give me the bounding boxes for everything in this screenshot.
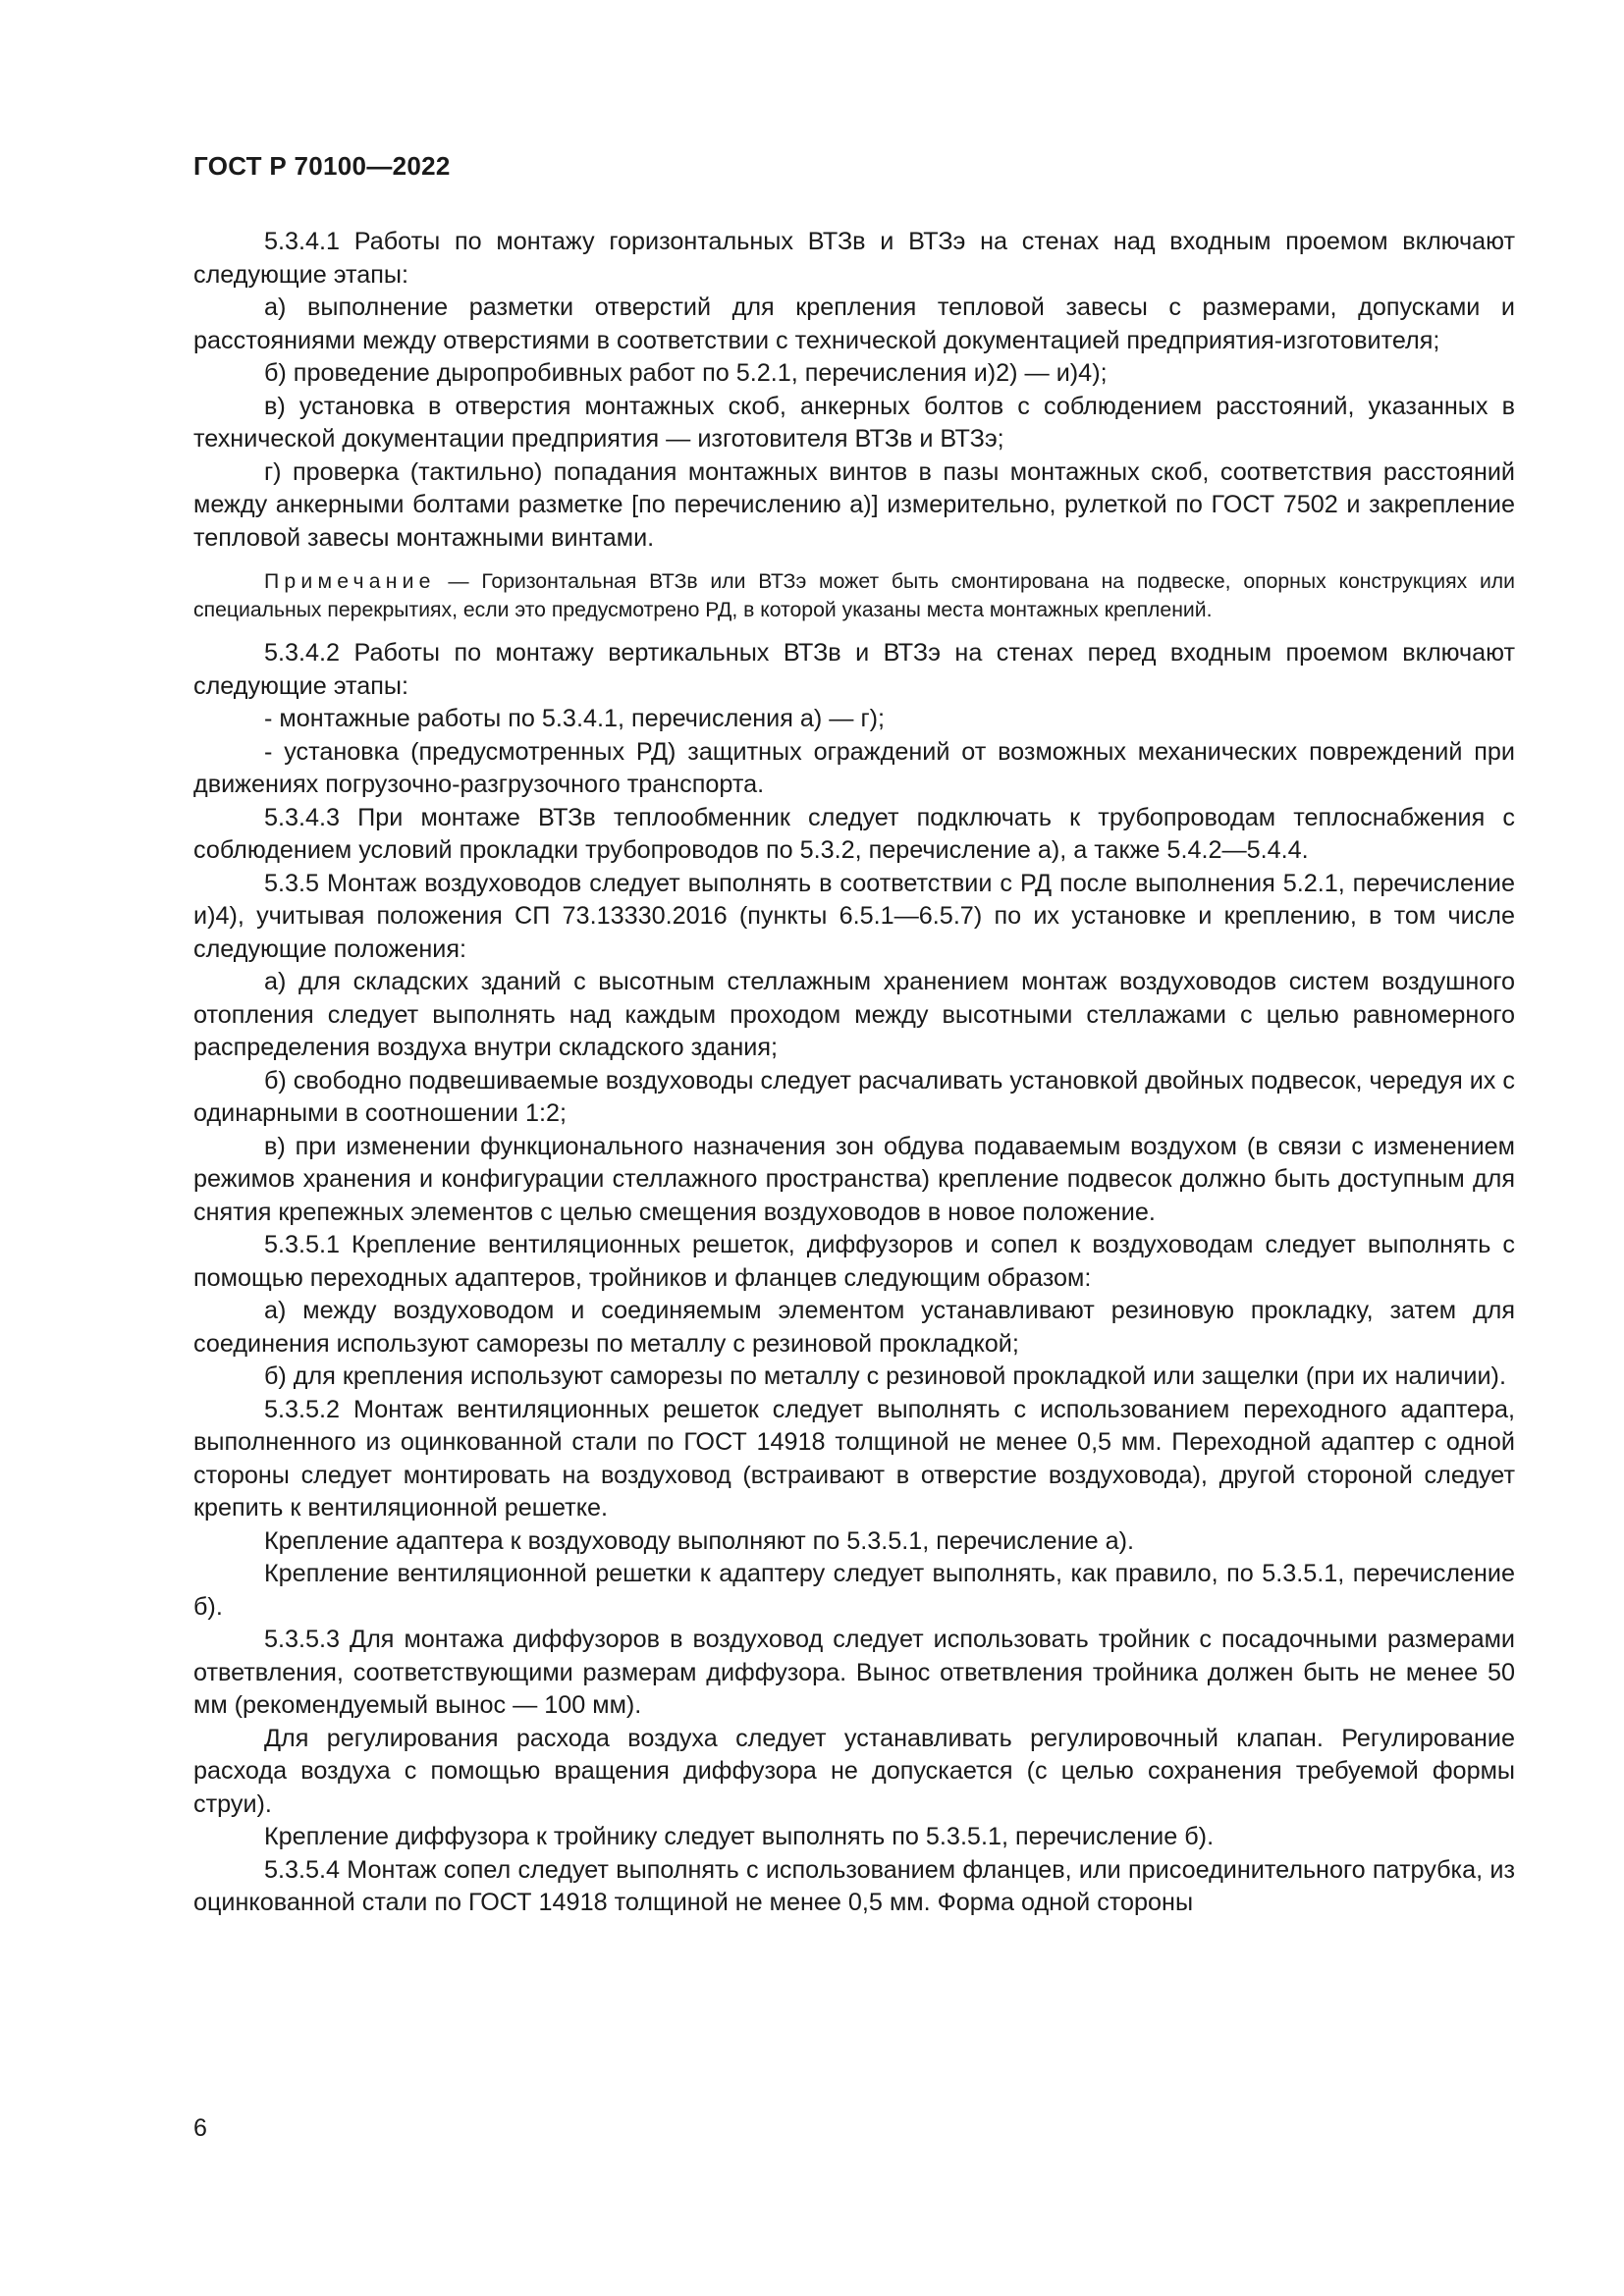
paragraph-adapter-fastening: Крепление адаптера к воздуховоду выполняют по 5.3.5.1, перечисление а).	[264, 1526, 1134, 1555]
dash-item-2: - установка (предусмотренных РД) защитных ограждений от возможных механических повреждений при движениях погрузочно-разгрузочного транспорта.	[193, 737, 1515, 798]
list-item-a: а) между воздуховодом и соединяемым элементом устанавливают резиновую прокладку, затем для соединения используют саморезы по металлу с резиновой прокладкой;	[193, 1297, 1515, 1358]
note-label: Примечание	[264, 570, 436, 593]
note-text: — Горизонтальная ВТЗв или ВТЗэ может быть смонтирована на подвеске, опорных конструкциях или специальных перекрытиях, если это предусмотрено РД, в которой указаны места монтажных креплений.	[193, 570, 1515, 621]
list-item-b: б) проведение дыропробивных работ по 5.2.1, перечисления и)2) — и)4);	[264, 359, 1108, 387]
paragraph-5-3-5-1: 5.3.5.1 Крепление вентиляционных решеток, диффузоров и сопел к воздуховодам следует выполнять с помощью переходных адаптеров, тройников и фланцев следующим образом:	[193, 1231, 1515, 1292]
paragraph-5-3-5-3: 5.3.5.3 Для монтажа диффузоров в воздуховод следует использовать тройник с посадочными размерами ответвления, соответствующими размерам диффузора. Вынос ответвления тройника должен быть не менее 50 мм (рекомендуемый вынос — 100 мм).	[193, 1626, 1515, 1719]
paragraph-5-3-4-2: 5.3.4.2 Работы по монтажу вертикальных ВТЗв и ВТЗэ на стенах перед входным проемом включают следующие этапы:	[193, 639, 1515, 700]
document-body	[193, 226, 1515, 1920]
list-item-a: а) для складских зданий с высотным стеллажным хранением монтаж воздуховодов систем воздушного отопления следует выполнять над каждым проходом между высотными стеллажами с целью равномерного распределения воздуха внутри складского здания;	[193, 968, 1515, 1061]
paragraph-diffuser-fastening: Крепление диффузора к тройнику следует выполнять по 5.3.5.1, перечисление б).	[264, 1823, 1215, 1850]
paragraph-5-3-5: 5.3.5 Монтаж воздуховодов следует выполнять в соответствии с РД после выполнения 5.2.1, перечисление и)4), учитывая положения СП 73.13330.2016 (пункты 6.5.1—6.5.7) по их установке и креплению, в том числе следующие положения:	[193, 869, 1515, 963]
paragraph-grille-fastening: Крепление вентиляционной решетки к адаптеру следует выполнять, как правило, по 5.3.5.1, перечисление б).	[193, 1560, 1515, 1621]
paragraph-5-3-4-3: 5.3.4.3 При монтаже ВТЗв теплообменник следует подключать к трубопроводам теплоснабжения с соблюдением условий прокладки трубопроводов по 5.3.2, перечисление а), а также 5.4.2—5.4.4.	[193, 803, 1515, 864]
paragraph-5-3-5-4: 5.3.5.4 Монтаж сопел следует выполнять с использованием фланцев, или присоединительного патрубка, из оцинкованной стали по ГОСТ 14918 толщиной не менее 0,5 мм. Форма одной стороны	[193, 1855, 1515, 1916]
list-item-g: г) проверка (тактильно) попадания монтажных винтов в пазы монтажных скоб, соответствия расстояний между анкерными болтами разметке [по перечислению а)] измерительно, рулеткой по ГОСТ 7502 и закрепление тепловой завесы монтажными винтами.	[193, 457, 1515, 552]
list-item-v: в) установка в отверстия монтажных скоб, анкерных болтов с соблюдением расстояний, указанных в технической документации предприятия — изготовителя ВТЗв и ВТЗэ;	[193, 392, 1515, 453]
page-number: 6	[193, 2114, 207, 2142]
list-item-b: б) свободно подвешиваемые воздуховоды следует расчаливать установкой двойных подвесок, чередуя их с одинарными в соотношении 1:2;	[193, 1066, 1515, 1127]
paragraph-air-flow-regulation: Для регулирования расхода воздуха следует устанавливать регулировочный клапан. Регулирование расхода воздуха с помощью вращения диффузора не допускается (с целью сохранения требуемой формы струи).	[193, 1724, 1515, 1818]
paragraph-5-3-4-1: 5.3.4.1 Работы по монтажу горизонтальных ВТЗв и ВТЗэ на стенах над входным проемом включают следующие этапы:	[193, 228, 1515, 289]
list-item-v: в) при изменении функционального назначения зон обдува подаваемым воздухом (в связи с изменением режимов хранения и конфигурации стеллажного пространства) крепление подвесок должно быть доступным для снятия крепежных элементов с целью смещения воздуховодов в новое положение.	[193, 1132, 1515, 1226]
document-header-id: ГОСТ Р 70100—2022	[193, 151, 451, 181]
list-item-a: а) выполнение разметки отверстий для крепления тепловой завесы с размерами, допусками и расстояниями между отверстиями в соответствии с технической документацией предприятия-изготовителя;	[193, 294, 1515, 354]
dash-item-1: - монтажные работы по 5.3.4.1, перечисления а) — г);	[264, 705, 886, 732]
list-item-b: б) для крепления используют саморезы по металлу с резиновой прокладкой или защелки (при их наличии).	[264, 1362, 1506, 1390]
note-block	[193, 567, 1515, 624]
paragraph-5-3-5-2: 5.3.5.2 Монтаж вентиляционных решеток следует выполнять с использованием переходного адаптера, выполненного из оцинкованной стали по ГОСТ 14918 толщиной не менее 0,5 мм. Переходной адаптер с одной стороны следует монтировать на воздуховод (встраивают в отверстие воздуховода), другой стороной следует крепить к вентиляционной решетке.	[193, 1395, 1515, 1522]
